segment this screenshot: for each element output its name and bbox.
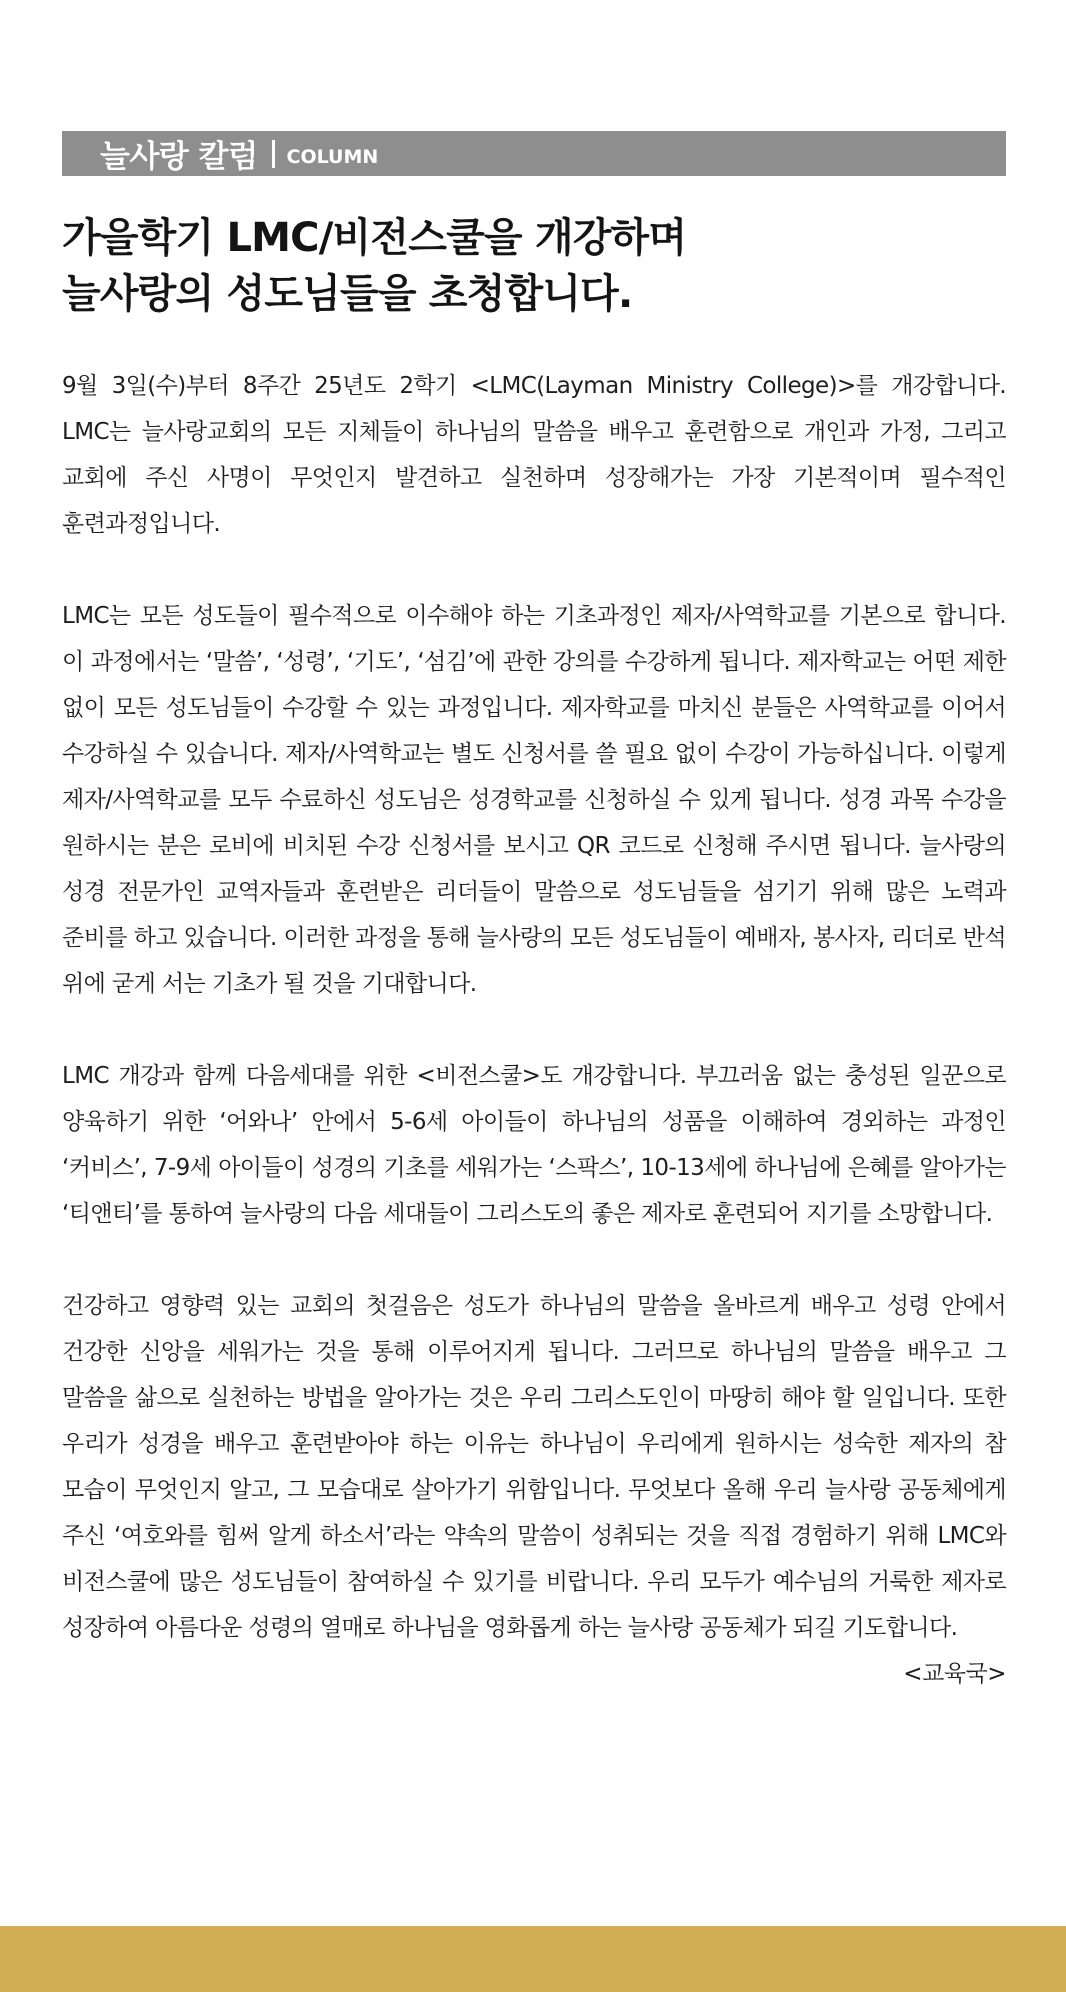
paragraph-discipleship-school: LMC는 모든 성도들이 필수적으로 이수해야 하는 기초과정인 제자/사역학교를 기본으로 합니다. 이 과정에서는 ‘말씀’, ‘성령’, ‘기도’, ‘섬김’에 관한 강의를 수강하게 됩니다. 제자학교는 어떤 제한 없이 모든 성도님들이 수강할 수 있는 과정입니다. 제자학교를 마치신 분들은 사역학교를 이어서 수강하실 수 있습니다. 제자/사역학교는 별도 신청서를 쓸 필요 없이 수강이 가능하십니다. 이렇게 제자/사역학교를 모두 수료하신 성도님은 성경학교를 신청하실 수 있게 됩니다. 성경 과목 수강을 원하시는 분은 로비에 비치된 수강 신청서를 보시고 QR 코드로 신청해 주시면 됩니다. 늘사랑의 성경 전문가인 교역자들과 훈련받은 리더들이 말씀으로 성도님들을 섬기기 위해 많은 노력과 준비를 하고 있습니다. 이러한 과정을 통해 늘사랑의 모든 성도님들이 예배자, 봉사자, 리더로 반석 위에 굳게 서는 기초가 될 것을 기대합니다. — [62, 603, 1006, 997]
headline-line-2: 늘사랑의 성도님들을 초청합니다. — [62, 271, 633, 317]
header-divider — [272, 140, 275, 168]
footer-band — [0, 1926, 1066, 1992]
column-header-bar — [62, 131, 1006, 176]
paragraph-closing: 건강하고 영향력 있는 교회의 첫걸음은 성도가 하나님의 말씀을 올바르게 배우고 성령 안에서 건강한 신앙을 세워가는 것을 통해 이루어지게 됩니다. 그러므로 하나님의 말씀을 배우고 그 말씀을 삶으로 실천하는 방법을 알아가는 것은 우리 그리스도인이 마땅히 해야 할 일입니다. 또한 우리가 성경을 배우고 훈련받아야 하는 이유는 하나님이 우리에게 원하시는 성숙한 제자의 참 모습이 무엇인지 알고, 그 모습대로 살아가기 위함입니다. 무엇보다 올해 우리 늘사랑 공동체에게 주신 ‘여호와를 힘써 알게 하소서’라는 약속의 말씀이 성취되는 것을 직접 경험하기 위해 LMC와 비전스쿨에 많은 성도님들이 참여하실 수 있기를 비랍니다. 우리 모두가 예수님의 거룩한 제자로 성장하여 아름다운 성령의 열매로 하나님을 영화롭게 하는 늘사랑 공동체가 되길 기도합니다. — [62, 1293, 1006, 1641]
article-body — [62, 363, 1006, 1697]
paragraph-lmc-intro: 9월 3일(수)부터 8주간 25년도 2학기 <LMC(Layman Ministry College)>를 개강합니다. LMC는 늘사랑교회의 모든 지체들이 하나님의 말씀을 배우고 훈련함으로 개인과 가정, 그리고 교회에 주신 사명이 무엇인지 발견하고 실천하며 성장해가는 가장 기본적이며 필수적인 훈련과정입니다. — [62, 373, 1006, 537]
column-title: 늘사랑 칼럼 — [100, 139, 258, 175]
paragraph-vision-school: LMC 개강과 함께 다음세대를 위한 <비전스쿨>도 개강합니다. 부끄러움 없는 충성된 일꾼으로 양육하기 위한 ‘어와나’ 안에서 5-6세 아이들이 하나님의 성품을 이해하여 경외하는 과정인 ‘커비스’, 7-9세 아이들이 성경의 기초를 세워가는 ‘스팍스’, 10-13세에 하나님에 은혜를 알아가는 ‘티앤티’를 통하여 늘사랑의 다음 세대들이 그리스도의 좋은 제자로 훈련되어 지기를 소망합니다. — [62, 1063, 1006, 1227]
headline-line-1: 가을학기 LMC/비전스쿨을 개강하며 — [62, 215, 687, 261]
column-subtitle: COLUMN — [286, 145, 379, 168]
signature: <교육국> — [903, 1661, 1006, 1687]
article-headline — [62, 210, 1006, 322]
